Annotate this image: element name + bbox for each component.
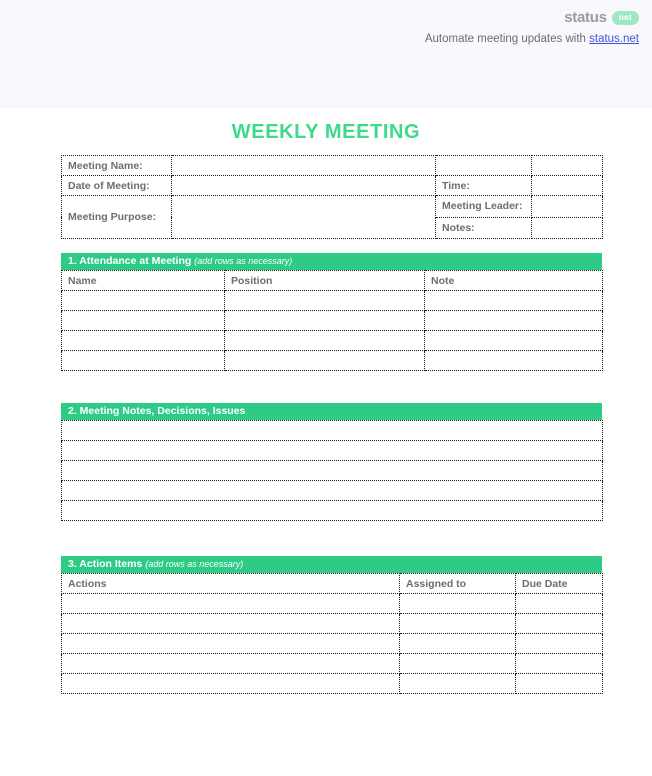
attendance-grid: [61, 270, 603, 371]
cell-position[interactable]: [225, 331, 425, 351]
promo-banner: [0, 0, 652, 108]
column-header-note: Note: [425, 271, 603, 291]
meeting-leader-input[interactable]: [532, 196, 603, 218]
meeting-header-table: [61, 155, 602, 239]
section-1-hint: (add rows as necessary): [194, 256, 293, 266]
table-row: [62, 311, 603, 331]
promo-tagline: [425, 32, 639, 46]
cell-note-line[interactable]: [62, 441, 603, 461]
table-row: [62, 461, 603, 481]
section-3-title: 3. Action Items: [68, 558, 143, 570]
table-row: [62, 634, 603, 654]
spacer-cell: [436, 156, 532, 176]
section-attendance: [61, 253, 602, 371]
section-1-header: [61, 253, 602, 270]
meeting-purpose-input[interactable]: [172, 196, 436, 239]
section-2-header: [61, 403, 602, 420]
cell-action[interactable]: [62, 594, 400, 614]
table-row: [62, 441, 603, 461]
table-row: [62, 501, 603, 521]
cell-due-date[interactable]: [516, 634, 603, 654]
document-body: [0, 108, 652, 590]
date-of-meeting-input[interactable]: [172, 176, 436, 196]
cell-name[interactable]: [62, 351, 225, 371]
table-row: [62, 156, 603, 176]
table-row: [62, 654, 603, 674]
cell-assigned-to[interactable]: [400, 614, 516, 634]
cell-note[interactable]: [425, 291, 603, 311]
table-header-row: [62, 574, 603, 594]
cell-action[interactable]: [62, 654, 400, 674]
cell-name[interactable]: [62, 291, 225, 311]
cell-position[interactable]: [225, 351, 425, 371]
cell-assigned-to[interactable]: [400, 654, 516, 674]
meeting-purpose-label: Meeting Purpose:: [62, 196, 172, 239]
table-row: [62, 291, 603, 311]
table-row: [62, 331, 603, 351]
section-2-title: 2. Meeting Notes, Decisions, Issues: [68, 405, 246, 417]
cell-note-line[interactable]: [62, 421, 603, 441]
cell-assigned-to[interactable]: [400, 674, 516, 694]
date-of-meeting-label: Date of Meeting:: [62, 176, 172, 196]
page-title: WEEKLY MEETING: [231, 121, 421, 143]
cell-name[interactable]: [62, 331, 225, 351]
cell-note[interactable]: [425, 311, 603, 331]
cell-note[interactable]: [425, 331, 603, 351]
status-net-logo[interactable]: [425, 9, 639, 26]
cell-position[interactable]: [225, 291, 425, 311]
table-row: [62, 674, 603, 694]
cell-assigned-to[interactable]: [400, 634, 516, 654]
meeting-leader-label: Meeting Leader:: [436, 196, 532, 218]
meeting-name-label: Meeting Name:: [62, 156, 172, 176]
cell-due-date[interactable]: [516, 674, 603, 694]
table-row: [62, 421, 603, 441]
table-header-row: [62, 271, 603, 291]
time-input[interactable]: [532, 176, 603, 196]
table-row: [62, 594, 603, 614]
cell-note[interactable]: [425, 351, 603, 371]
section-3-header: [61, 556, 602, 573]
promo-content: [425, 9, 639, 46]
cell-note-line[interactable]: [62, 481, 603, 501]
column-header-position: Position: [225, 271, 425, 291]
column-header-actions: Actions: [62, 574, 400, 594]
cell-due-date[interactable]: [516, 614, 603, 634]
section-3-hint: (add rows as necessary): [145, 559, 244, 569]
meeting-notes-grid: [61, 420, 603, 521]
cell-name[interactable]: [62, 311, 225, 331]
column-header-name: Name: [62, 271, 225, 291]
cell-action[interactable]: [62, 634, 400, 654]
section-action-items: [61, 556, 602, 694]
cell-note-line[interactable]: [62, 501, 603, 521]
status-net-link[interactable]: status.net: [589, 33, 639, 45]
cell-assigned-to[interactable]: [400, 594, 516, 614]
table-row: [62, 196, 603, 218]
table-row: [62, 351, 603, 371]
meeting-info-grid: [61, 155, 603, 239]
action-items-grid: [61, 573, 603, 694]
meeting-name-input[interactable]: [172, 156, 436, 176]
table-row: [62, 614, 603, 634]
brand-wordmark: status: [564, 9, 607, 26]
cell-due-date[interactable]: [516, 594, 603, 614]
cell-position[interactable]: [225, 311, 425, 331]
notes-input[interactable]: [532, 217, 603, 239]
section-meeting-notes: [61, 403, 602, 521]
column-header-due-date: Due Date: [516, 574, 603, 594]
table-row: [62, 176, 603, 196]
spacer-cell: [532, 156, 603, 176]
cell-note-line[interactable]: [62, 461, 603, 481]
cell-action[interactable]: [62, 674, 400, 694]
section-1-title: 1. Attendance at Meeting: [68, 255, 192, 267]
cell-action[interactable]: [62, 614, 400, 634]
column-header-assigned-to: Assigned to: [400, 574, 516, 594]
time-label: Time:: [436, 176, 532, 196]
cell-due-date[interactable]: [516, 654, 603, 674]
notes-label: Notes:: [436, 217, 532, 239]
brand-net-badge: net: [612, 11, 639, 25]
promo-tagline-text: Automate meeting updates with: [424, 33, 590, 45]
table-row: [62, 481, 603, 501]
